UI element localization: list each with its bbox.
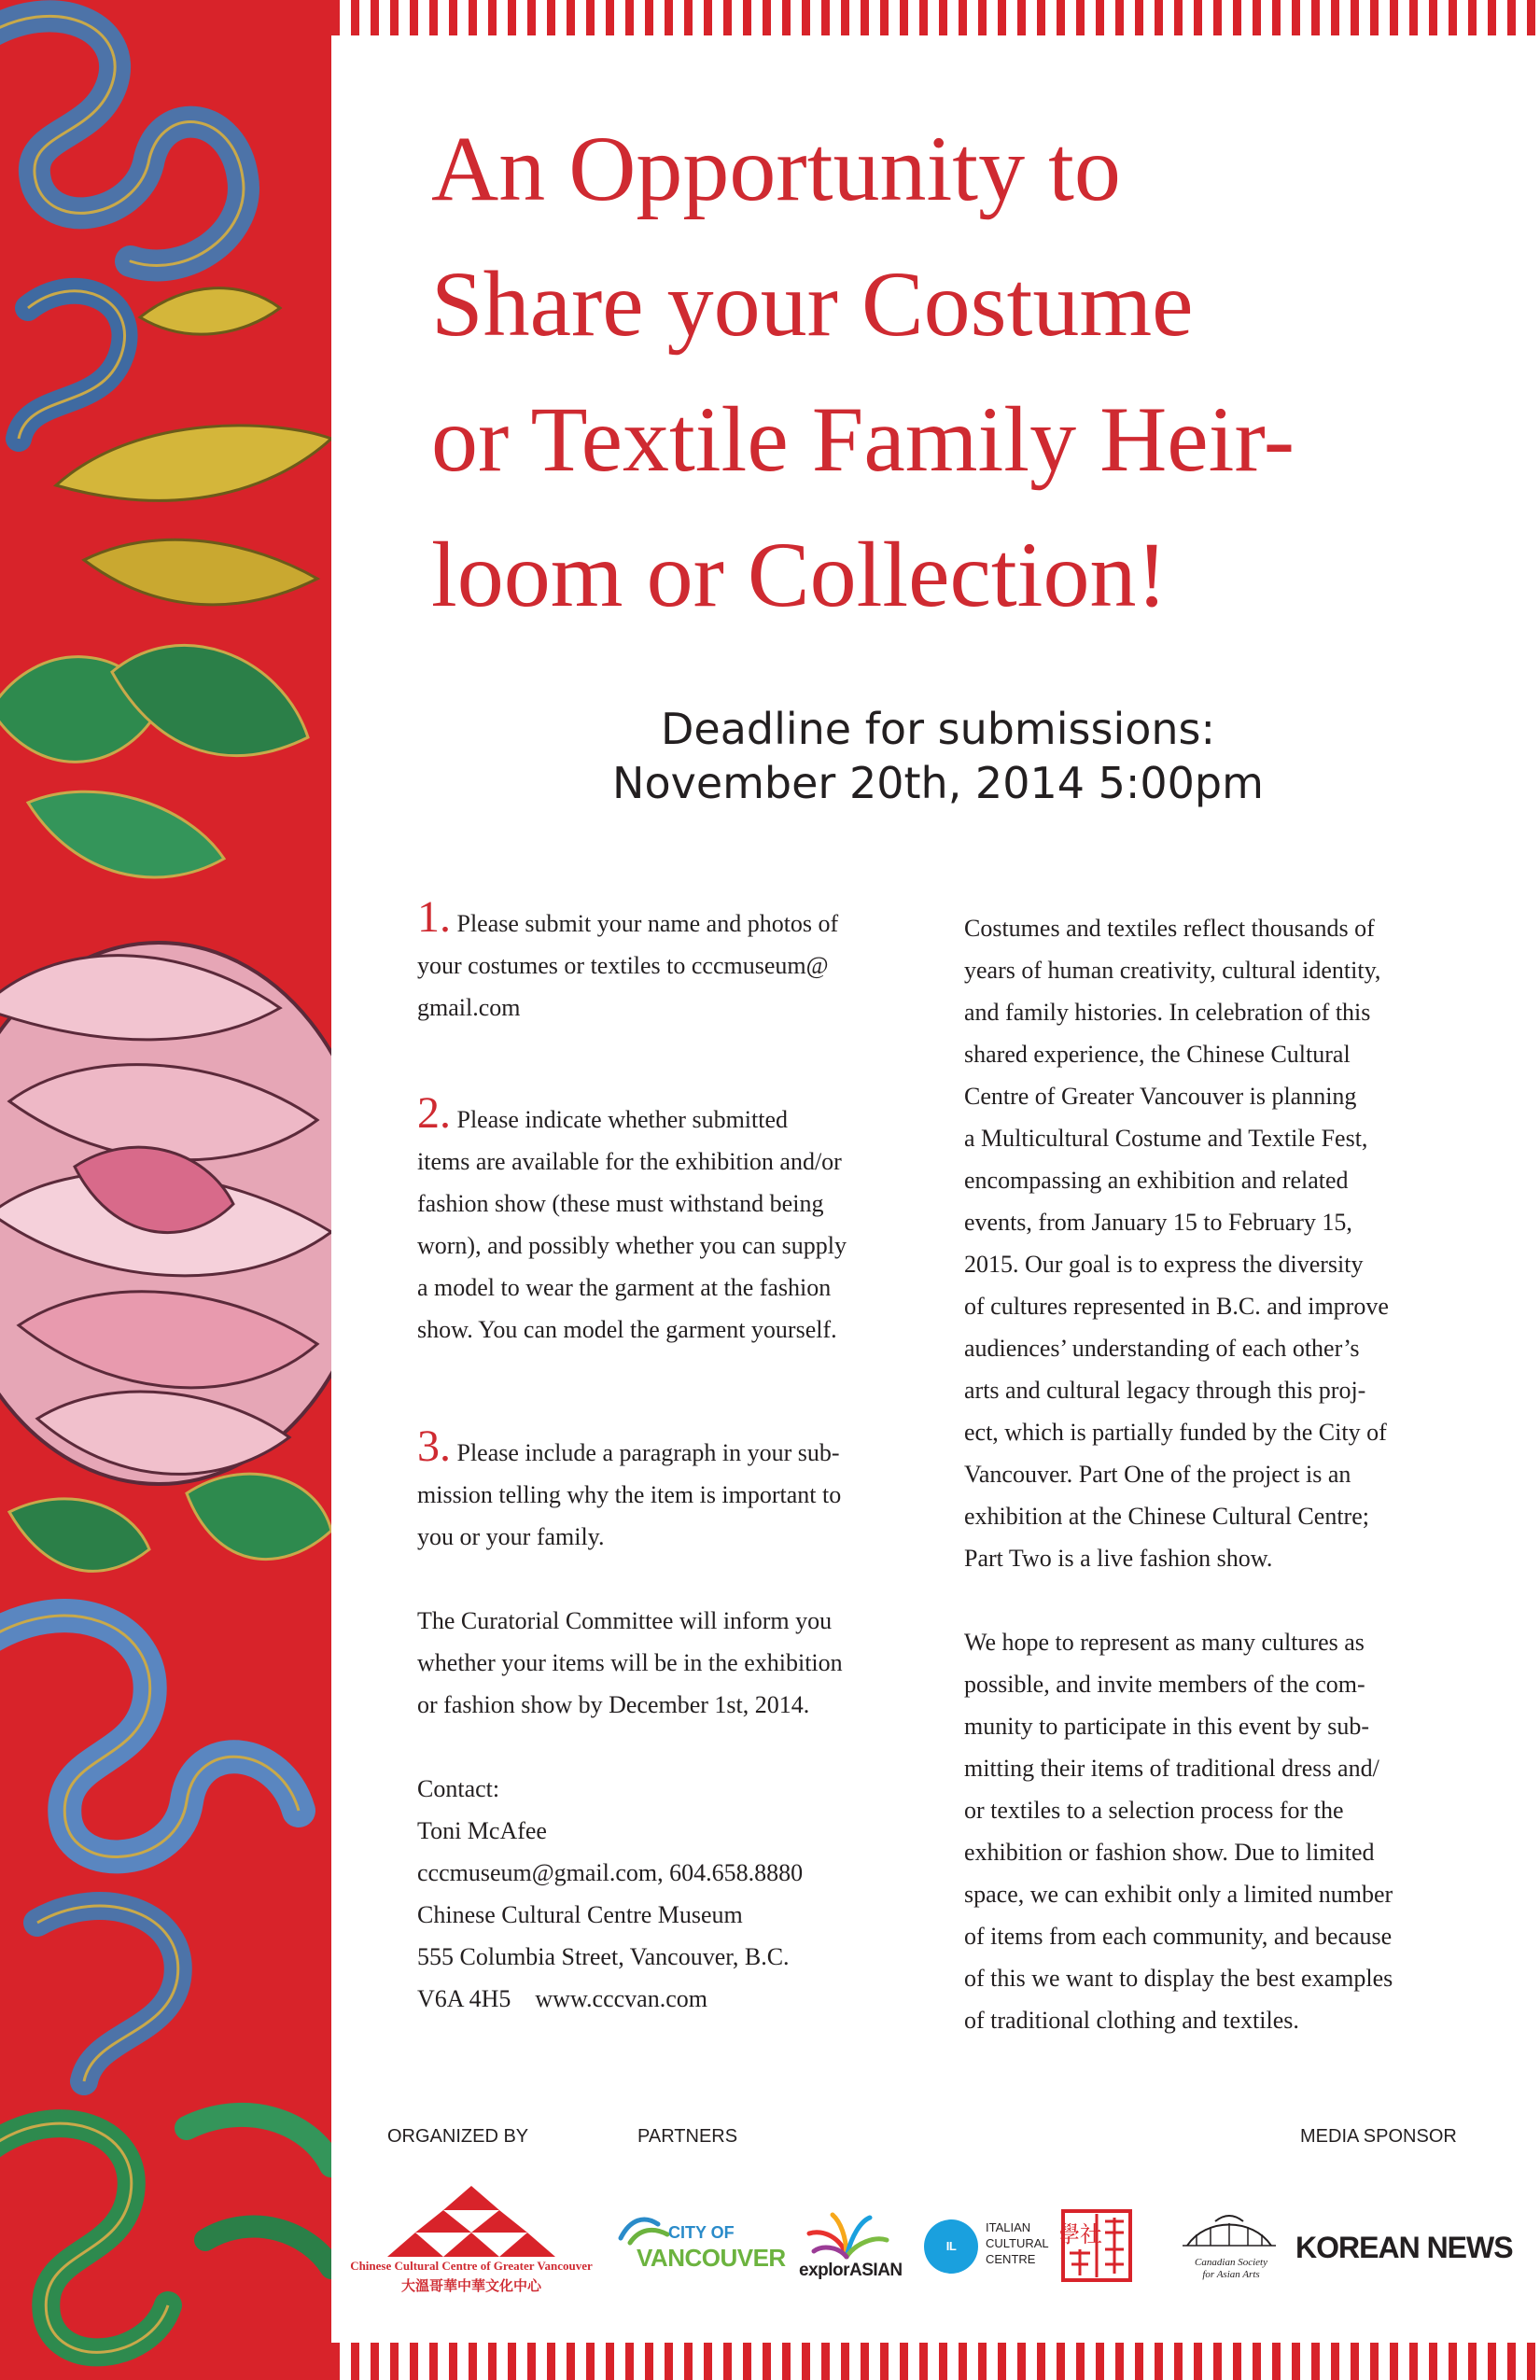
- step-text: show. You can model the garment yourself.: [417, 1316, 837, 1343]
- step-text: Please include a paragraph in your sub-: [456, 1439, 840, 1466]
- step-number: 1.: [417, 892, 451, 942]
- step-2: [417, 1088, 921, 1351]
- partners-label: PARTNERS: [637, 2126, 738, 2147]
- ccc-logo-mark: [345, 2184, 597, 2259]
- vancouver-logo-small: CITY OF: [668, 2223, 735, 2242]
- embroidery-side-panel: [0, 0, 331, 2380]
- deadline-label: Deadline for submissions:: [660, 704, 1215, 754]
- description-column: [964, 907, 1487, 2041]
- deadline-block: [504, 702, 1372, 810]
- canadian-society-asian-arts-logo: [1178, 2208, 1281, 2287]
- step-3: [417, 1421, 921, 1558]
- contact-block: [417, 1768, 921, 2020]
- explorasian-logo-mark: [795, 2210, 898, 2261]
- contact-heading: Contact:: [417, 1775, 500, 1802]
- headline: [431, 101, 1486, 642]
- step-text: gmail.com: [417, 994, 521, 1021]
- ccc-logo: [345, 2184, 597, 2296]
- step-text: mission telling why the item is important to: [417, 1481, 842, 1508]
- step-text: a model to wear the garment at the fashion: [417, 1274, 832, 1301]
- contact-name: Toni McAfee: [417, 1817, 547, 1844]
- seal-mark: [1060, 2208, 1133, 2283]
- csaa-logo-text: Canadian Society for Asian Arts: [1195, 2257, 1267, 2280]
- il-centro-badge: IL CENTRO: [924, 2219, 978, 2274]
- vancouver-logo-big: VANCOUVER: [637, 2244, 786, 2272]
- step-number: 3.: [417, 1421, 451, 1471]
- explorasian-logo: [795, 2210, 907, 2285]
- italian-cultural-centre-logo: [924, 2218, 1055, 2307]
- committee-note: The Curatorial Committee will inform you whether your items will be in the exhibition or fashion show by December 1st, 2014.: [417, 1607, 843, 1718]
- seal-char: 學社: [1060, 2221, 1102, 2247]
- instructions-column: [417, 892, 921, 2020]
- media-sponsor-label: MEDIA SPONSOR: [1300, 2126, 1457, 2147]
- contact-org: Chinese Cultural Centre Museum: [417, 1901, 743, 1928]
- top-stripe-border: [331, 0, 1540, 35]
- headline-line: or Textile Family Heir-: [431, 387, 1295, 491]
- city-of-vancouver-logo: [616, 2210, 784, 2285]
- deadline-date: November 20th, 2014 5:00pm: [612, 758, 1264, 808]
- step-text: worn), and possibly whether you can supply: [417, 1232, 847, 1259]
- headline-line: loom or Collection!: [431, 523, 1168, 626]
- hope-paragraph: We hope to represent as many cultures as possible, and invite members of the com- munity to participate in this event by sub- mitting their items of traditional dress and/ or textiles to a selection process for the exhibition or fashion show. Due to limited space, we can exhibit only a limited number of items from each community, and because of this we want to display the best examples of traditional clothing and textiles.: [964, 1629, 1393, 2034]
- step-text: fashion show (these must withstand being: [417, 1190, 824, 1217]
- contact-street: 555 Columbia Street, Vancouver, B.C.: [417, 1943, 790, 1970]
- headline-line: An Opportunity to: [431, 117, 1121, 220]
- step-text: Please indicate whether submitted: [456, 1106, 789, 1133]
- ccc-logo-english: Chinese Cultural Centre of Greater Vancouver: [350, 2259, 593, 2273]
- organized-by-label: ORGANIZED BY: [387, 2126, 529, 2147]
- step-text: your costumes or textiles to cccmuseum@: [417, 952, 829, 979]
- step-text: Please submit your name and photos of: [456, 910, 839, 937]
- step-number: 2.: [417, 1088, 451, 1138]
- contact-postal: V6A 4H5: [417, 1985, 511, 2012]
- korean-news-logo: KOREAN NEWS: [1295, 2231, 1513, 2264]
- explorasian-logo-text: explorASIAN: [799, 2261, 903, 2280]
- intro-paragraph: Costumes and textiles reflect thousands of years of human creativity, cultural identity, and family histories. In celebration of this shared experience, the Chinese Cultural Centre of Greater Vancouver is planning a Multicultural Costume and Textile Fest, encompassing an exhibition and related events, from January 15 to February 15, 2015. Our goal is to express the diversity of cultures represented in B.C. and improve audiences’ understanding of each other’s arts and cultural legacy through this proj- ect, which is partially funded by the City of Vancouver. Part One of the project is an exhibition at the Chinese Cultural Centre; Part Two is a live fashion show.: [964, 915, 1389, 1572]
- embroidery-illustration: [0, 0, 331, 2380]
- step-1: [417, 892, 921, 1029]
- bottom-stripe-border: [331, 2343, 1540, 2380]
- step-text: items are available for the exhibition and/or: [417, 1148, 842, 1175]
- contact-website: www.cccvan.com: [535, 1985, 707, 2012]
- headline-line: Share your Costume: [431, 252, 1194, 356]
- italian-cultural-centre-text: ITALIAN CULTURAL CENTRE: [986, 2220, 1049, 2266]
- ccc-logo-chinese: 大溫哥華中華文化中心: [400, 2278, 541, 2294]
- step-text: you or your family.: [417, 1523, 605, 1550]
- chinese-society-seal-logo: [1060, 2208, 1133, 2283]
- contact-email-phone: cccmuseum@gmail.com, 604.658.8880: [417, 1859, 804, 1886]
- csaa-logo-mark: [1178, 2208, 1281, 2255]
- vancouver-logo-mark: [616, 2210, 672, 2247]
